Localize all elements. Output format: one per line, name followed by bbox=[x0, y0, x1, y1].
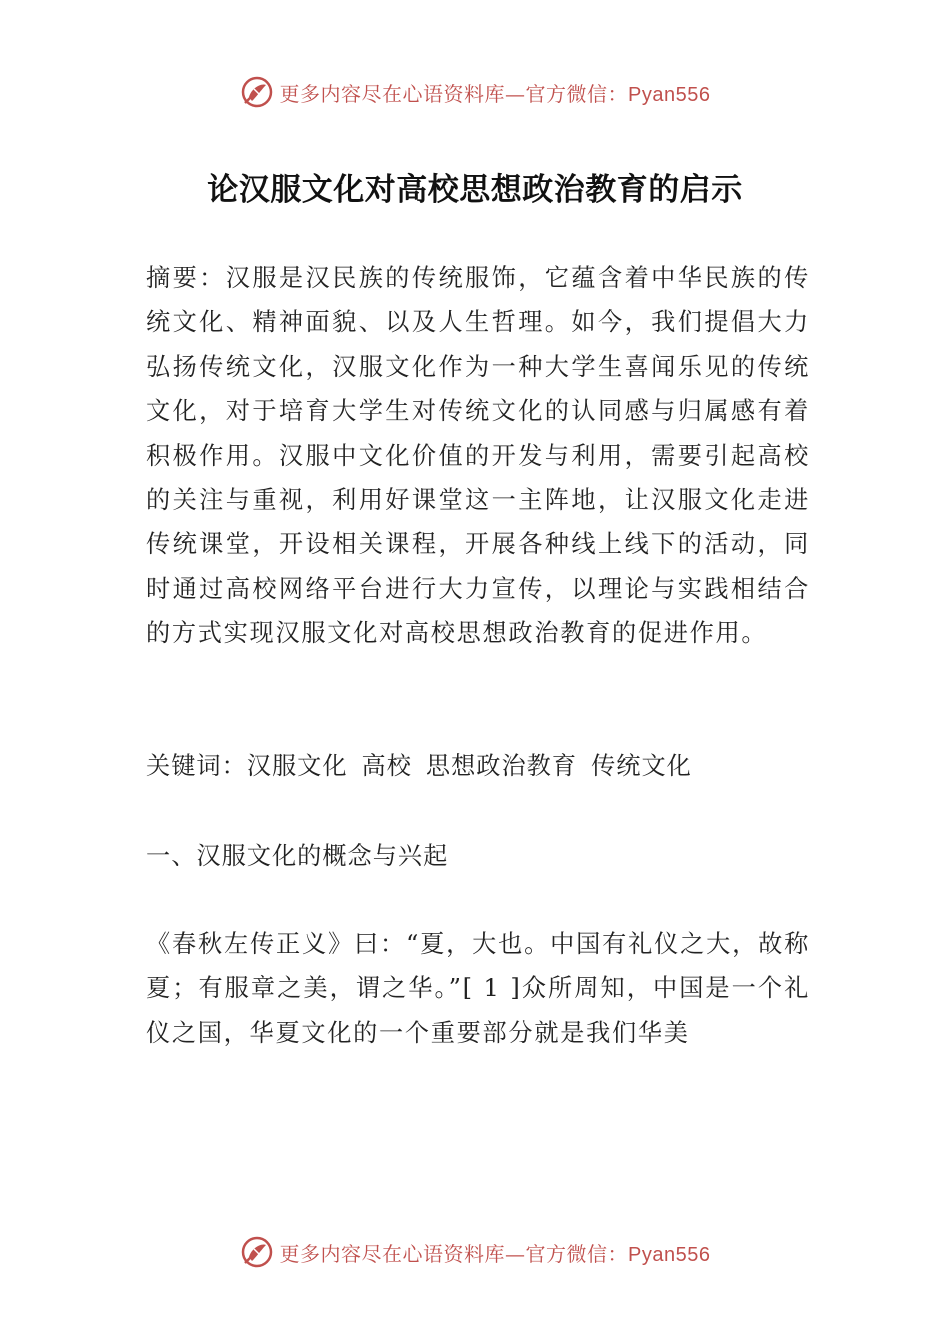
header-watermark-banner bbox=[0, 72, 950, 112]
body-paragraph: 《春秋左传正义》曰：“夏，大也。中国有礼仪之大，故称夏；有服章之美，谓之华。”[ 1 ]众所周知，中国是一个礼仪之国，华夏文化的一个重要部分就是我们华美 bbox=[146, 930, 810, 1047]
banner-text: 更多内容尽在心语资料库—官方微信：Pyan556 bbox=[279, 81, 711, 106]
keywords-line bbox=[146, 744, 810, 788]
logo-icon bbox=[240, 75, 274, 109]
banner-text: 更多内容尽在心语资料库—官方微信：Pyan556 bbox=[279, 1241, 711, 1266]
wechat-id: Pyan556 bbox=[628, 83, 711, 106]
document-title: 论汉服文化对高校思想政治教育的启示 bbox=[207, 172, 743, 208]
wechat-id: Pyan556 bbox=[628, 1243, 711, 1266]
keyword-item: 传统文化 bbox=[591, 752, 692, 780]
keyword-item: 思想政治教育 bbox=[425, 752, 578, 780]
keywords-label: 关键词： bbox=[146, 752, 247, 780]
keyword-item: 汉服文化 bbox=[246, 752, 348, 780]
section-heading: 一、汉服文化的概念与兴起 bbox=[146, 842, 449, 870]
keyword-item: 高校 bbox=[361, 752, 412, 780]
abstract-paragraph: 摘要：汉服是汉民族的传统服饰，它蕴含着中华民族的传统文化、精神面貌、以及人生哲理。如今，我们提倡大力弘扬传统文化，汉服文化作为一种大学生喜闻乐见的传统文化，对于培育大学生对传统文化的认同感与归属感有着积极作用。汉服中文化价值的开发与利用，需要引起高校的关注与重视，利用好课堂这一主阵地，让汉服文化走进传统课堂，开设相关课程，开展各种线上线下的活动，同时通过高校网络平台进行大力宣传，以理论与实践相结合的方式实现汉服文化对高校思想政治教育的促进作用。 bbox=[146, 264, 810, 648]
logo-icon bbox=[240, 1235, 274, 1269]
footer-watermark-banner bbox=[0, 1232, 950, 1272]
